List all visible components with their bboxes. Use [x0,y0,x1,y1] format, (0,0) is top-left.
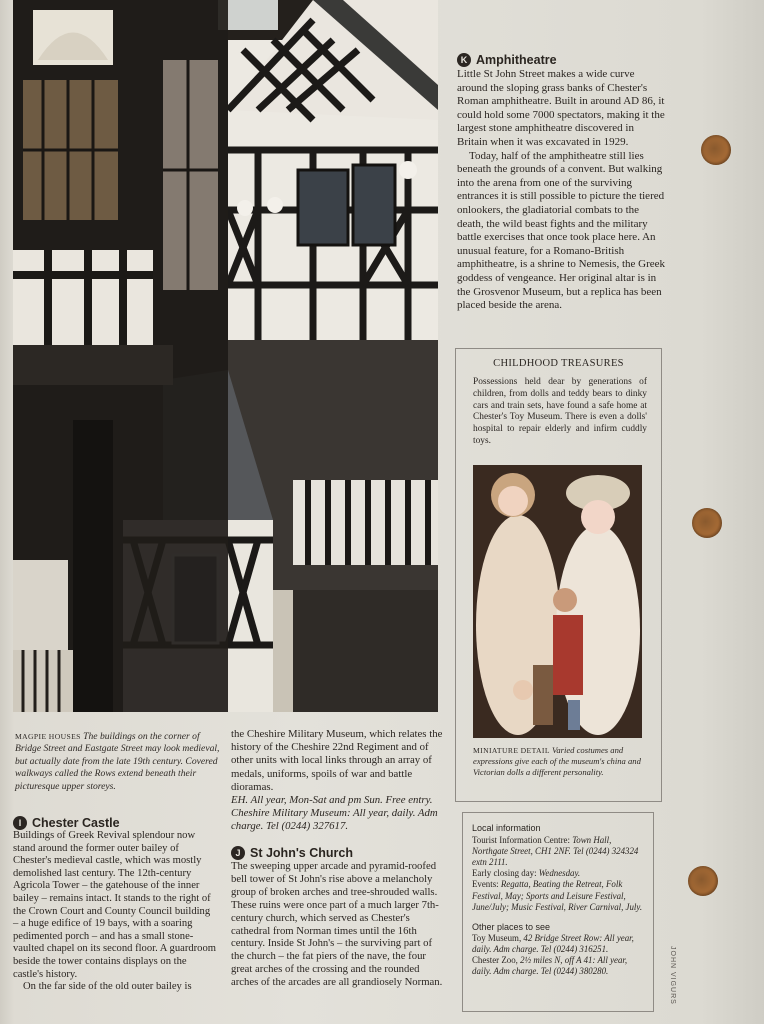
chester-castle-text-continued: On the far side of the old outer bailey is [23,981,192,993]
box-text: Possessions held dear by generations of children, from dolls and teddy bears to dinky cars and train sets, have found a safe home at Chester's Toy Museum. There is even a dolls' hospital to repair elderly and infirm cuddly toys. [473,377,647,446]
local-info-title: Local information [472,823,541,833]
section-letter-badge: J [231,846,245,860]
military-museum-section [231,728,443,834]
entry-value: Town Hall, Northgate Street, CH1 2NF. Tel (0244) 324324 extn 2111. [472,835,639,868]
st-johns-section [231,846,443,989]
events-entry [472,879,647,912]
photo-credit: JOHN VIGURS [669,946,676,1005]
chester-castle-text: Buildings of Greek Revival splendour now stand around the former outer bailey of Chester's medieval castle, which was mostly demolished last century. The 12th-century Agricola Tower – the gatehouse of the inner bailey – remains intact. It stands to the right of the Crown Court and County Council building – a huge edifice of 19 bays, with a soaring pedimented porch – and has a small stone-vaulted chapel on its second floor. A guardroom beside the tower contains displays on the castle's history. [13,830,217,980]
binder-hole [688,866,718,896]
local-information-box [462,812,654,1012]
section-title: St John's Church [250,846,353,860]
toy-museum-entry [472,933,647,955]
entry-value: 42 Bridge Street Row: All year, daily. Adm charge. Tel (0244) 316251. [472,932,634,954]
section-letter-badge: K [457,53,471,67]
magpie-houses-caption [15,731,220,793]
section-letter-badge: I [13,816,27,830]
st-johns-text: The sweeping upper arcade and pyramid-roofed bell tower of St John's rise above a melancholy group of broken arches and tree-shrouded walls. These ruins were once part of a much larger 7th-century church, which served as Chester's cathedral from Norman times until the 16th century. Inside St John's – the surviving part of the church – the fat piers of the nave, the four great arches of the crossing and the rounded arches of the arcades are all grandiosely Norman. [231,860,443,989]
entry-label: Toy Museum, [472,932,522,943]
box-title: CHILDHOOD TREASURES [493,358,624,369]
section-heading [13,816,218,830]
amphitheatre-paragraph-2: Today, half of the amphitheatre still lies beneath the grounds of a convent. But walking into the arena from one of the surviving entrances it is still possible to picture the tiered onlookers, the gladiatorial combats to the death, the wild beast fights and the military battle exercises that once took place here. An unusual feature, for a Romano-British amphitheatre, is a shrine to Nemesis, the Greek goddess of vengeance. Her original altar is in the Grosvenor Museum, but a replica has been placed beside the arena. [457,149,666,312]
entry-value: Regatta, Beating the Retreat, Folk Festival, May; Sports and Leisure Festival, June/July; Music Festival, River Carnival, July. [472,879,643,912]
caption-label: MINIATURE DETAIL [473,746,550,755]
entry-value: 2½ miles N, off A 41: All year, daily. Adm charge. Tel (0244) 380280. [472,955,628,977]
dolls-photo [473,465,642,738]
entry-label: Tourist Information Centre: [472,835,570,846]
chester-zoo-entry [472,955,647,977]
section-title: Chester Castle [32,816,120,830]
box-photo-caption [473,745,645,778]
section-title: Amphitheatre [476,53,557,67]
section-heading [457,53,667,67]
other-places-title: Other places to see [472,921,551,932]
entry-label: Events: [472,879,499,890]
caption-text: The buildings on the corner of Bridge Street and Eastgate Street may look medieval, but actually date from the late 19th century. Covered walkways called the Rows extend beneath their picturesque upper storeys. [15,731,220,792]
caption-label: MAGPIE HOUSES [15,732,81,741]
entry-label: Chester Zoo, [472,955,518,966]
section-heading [231,846,443,860]
binder-hole [692,508,722,538]
military-museum-info: EH. All year, Mon-Sat and pm Sun. Free entry. Cheshire Military Museum: All year, daily. Adm charge. Tel (0244) 327617. [231,794,438,833]
amphitheatre-section [457,53,667,313]
magpie-houses-photo [13,0,438,712]
childhood-treasures-box [455,348,662,802]
binder-hole [701,135,731,165]
amphitheatre-paragraph-1: Little St John Street makes a wide curve around the sloping grass banks of Chester's Roman amphitheatre. Built in around AD 86, it could hold some 7000 spectators, making it the largest stone amphitheatre discovered in Britain when it was excavated in 1929. [457,68,665,148]
entry-value: Wednesday. [538,868,581,879]
chester-castle-section [13,816,218,994]
tourist-info-entry [472,835,647,868]
caption-text: Varied costumes and expressions give each of the museum's china and Victorian dolls a different personality. [473,745,641,777]
military-museum-text: the Cheshire Military Museum, which relates the history of the Cheshire 22nd Regiment and of other units with local links through an array of medals, uniforms, spoils of war and battle dioramas. [231,728,443,793]
entry-label: Early closing day: [472,868,537,879]
early-closing-entry [472,868,647,879]
